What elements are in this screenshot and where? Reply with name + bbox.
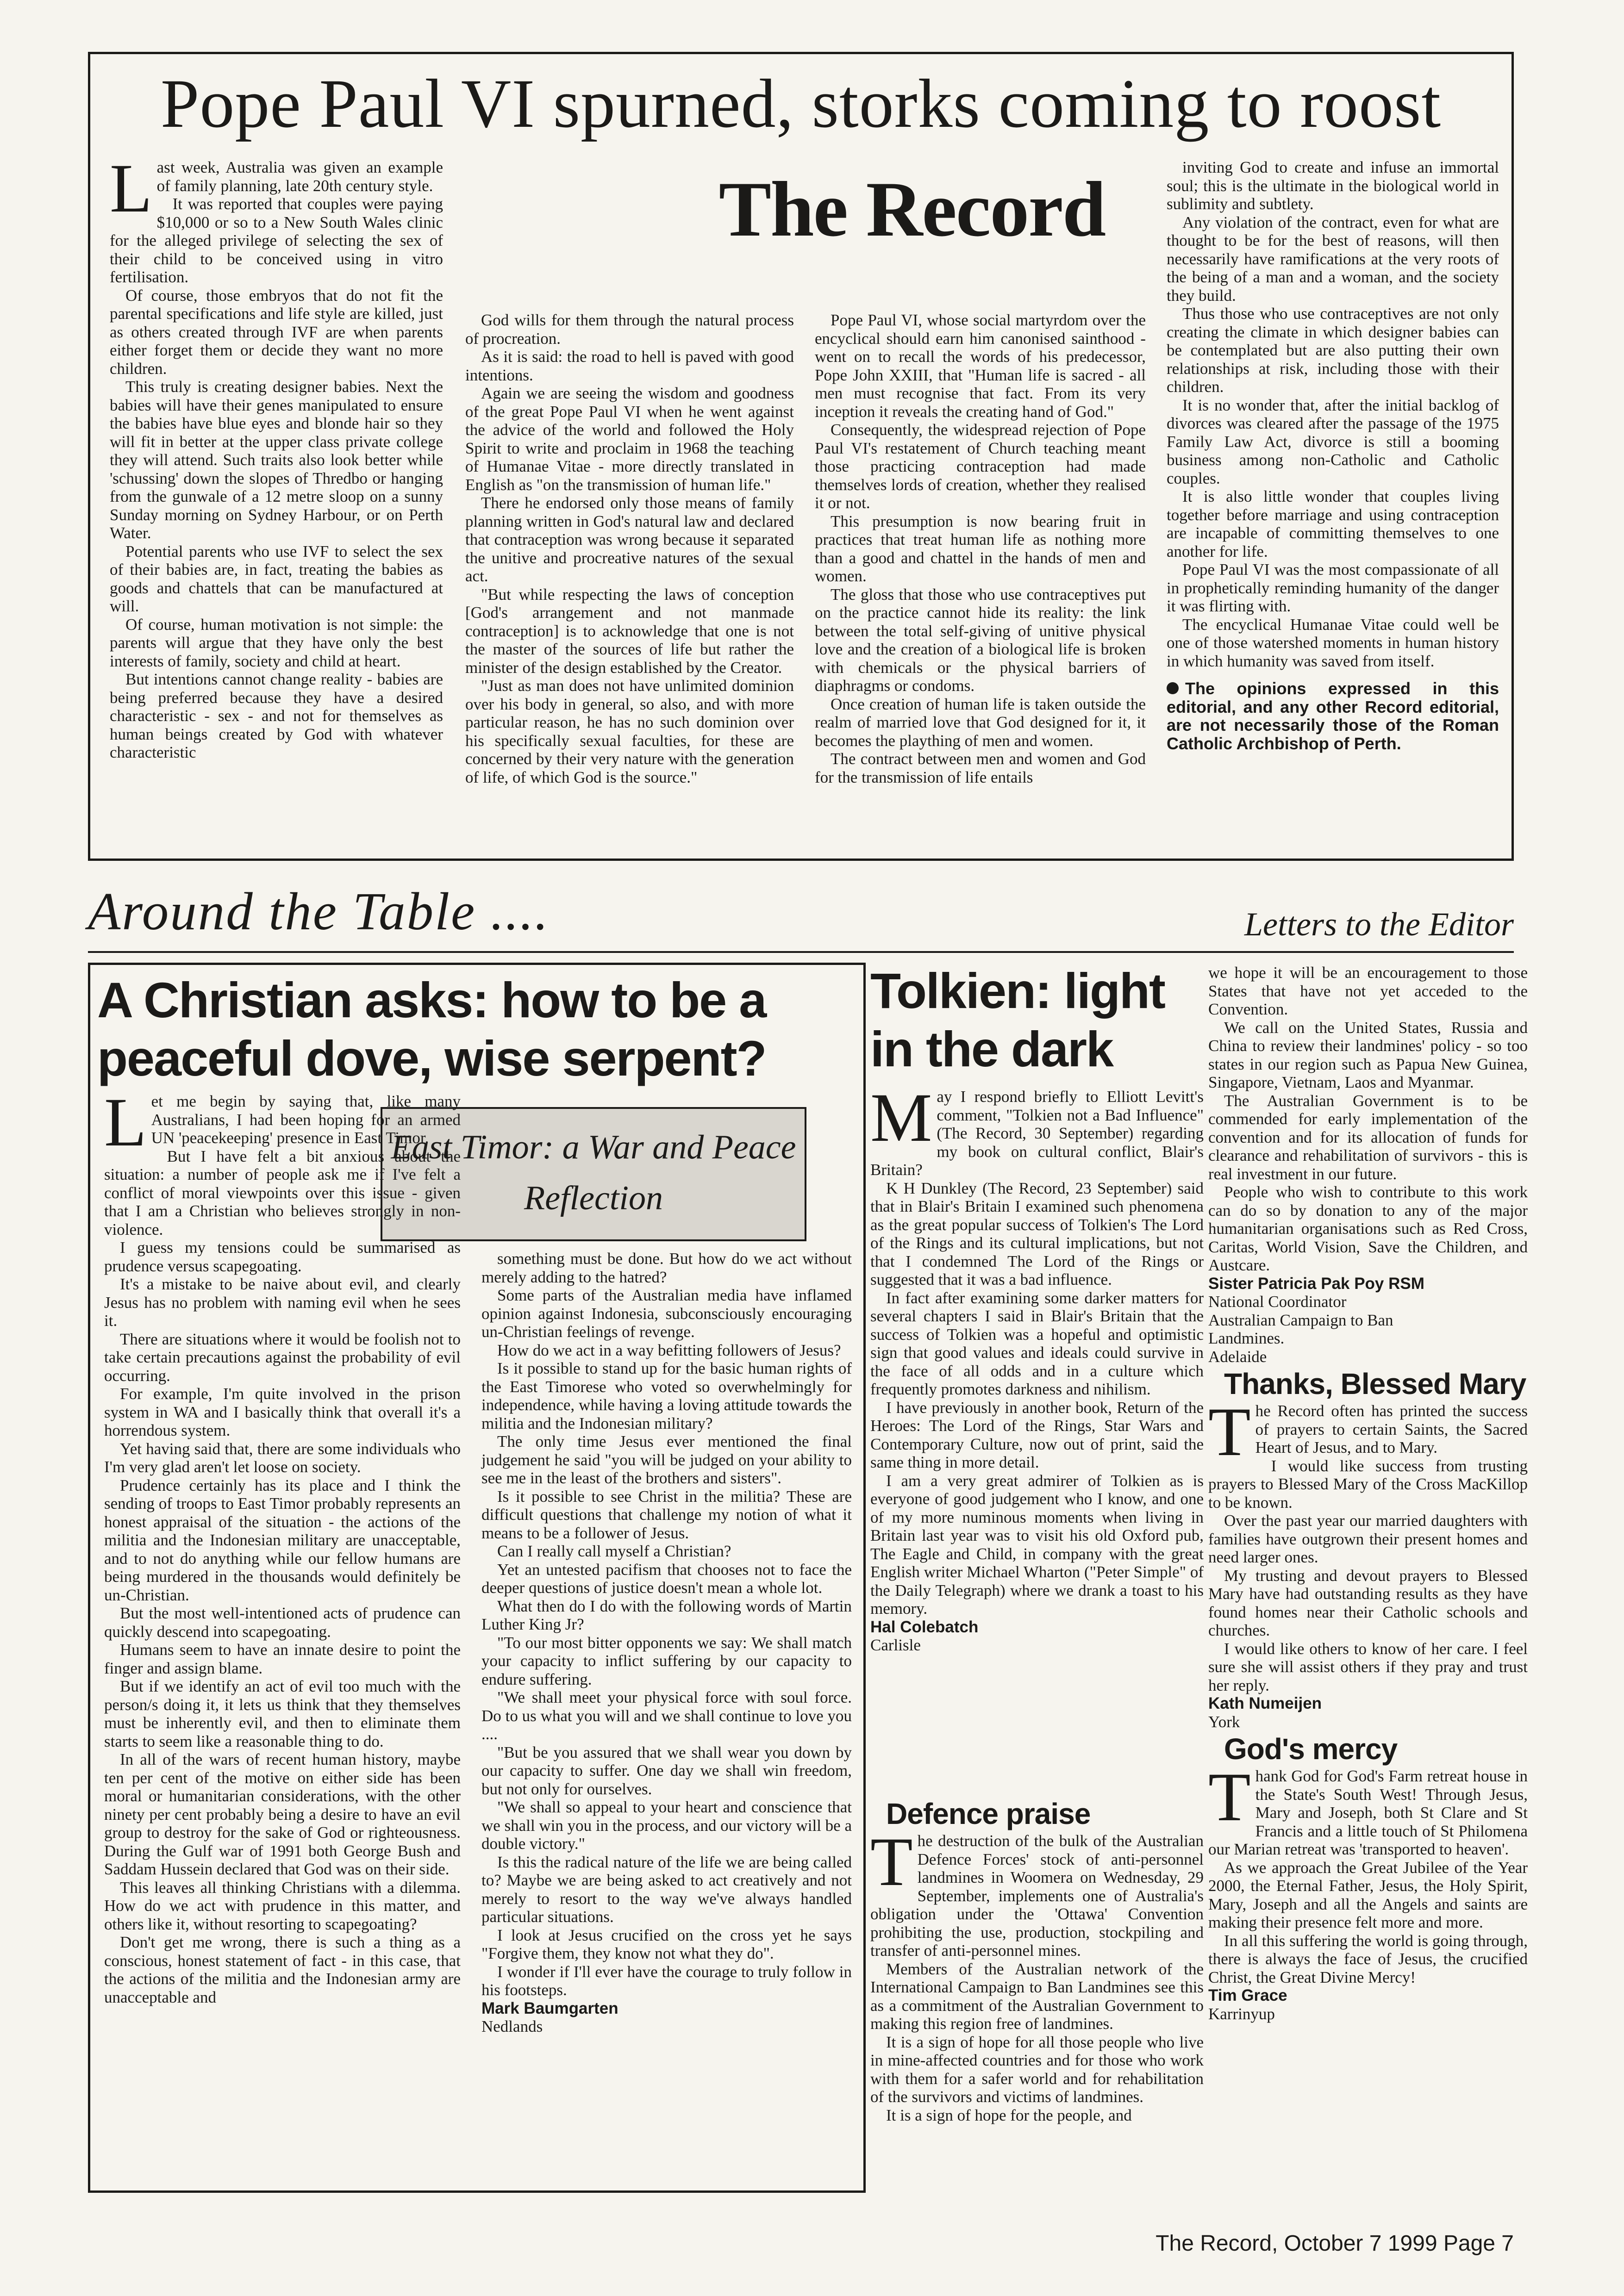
signature-line: Landmines. bbox=[1208, 1329, 1285, 1347]
drop-cap: T bbox=[1208, 1759, 1251, 1836]
paragraph: something must be done. But how do we act without merely adding to the hatred? bbox=[481, 1250, 852, 1286]
paragraph: I wonder if I'll ever have the courage to truly follow in his footsteps. bbox=[481, 1962, 852, 1999]
paragraph: The gloss that those who use contraceptives put on the practice cannot hide its reality: the link between the total self-giving of unitive physical love and the creation of a biological life is broken with chemicals or the physical barriers of diaphragms or condoms. bbox=[815, 585, 1146, 695]
paragraph: inviting God to create and infuse an immortal soul; this is the ultimate in the biological world in sublimity and subtlety. bbox=[1167, 158, 1499, 213]
paragraph: This truly is creating designer babies. Next the babies will have their genes manipulated to ensure the babies have blue eyes and blonde hair so they will fit in better at the upper class private college they will attend. Such traits also look better while 'schussing' down the slopes of Thredbo or hanging from the gunwale of a 12 metre sloop on a sunny Sunday morning on Sydney Harbour, or on Perth Water. bbox=[110, 378, 443, 542]
paragraph: In all of the wars of recent human history, maybe ten per cent of the motive on either side has been moral or humanitarian considerations, with the other ninety per cent probably being a desire to have an evil group to destroy for the sake of God or righteousness. During the Gulf war of 1991 both George Bush and Saddam Hussein declared that God was on their side. bbox=[104, 1750, 461, 1878]
letter2-title: Tolkien: light in the dark bbox=[870, 963, 1165, 1077]
paragraph: It was reported that couples were paying $10,000 or so to a New South Wales clinic for the alleged privilege of selecting the sex of their child to be conceived using in vitro fertilisation. bbox=[110, 195, 443, 286]
drop-cap: T bbox=[1208, 1394, 1251, 1470]
paragraph: May I respond briefly to Elliott Levitt's comment, "Tolkien not a Bad Influence" (The Record, 30 September) regarding my book on cultural conflict, Blair's Britain? bbox=[870, 1079, 1204, 1179]
signature-name: Mark Baumgarten bbox=[481, 1999, 618, 2017]
paragraph: K H Dunkley (The Record, 23 September) said that in Blair's Britain I examined such phenomena as the great popular success of Tolkien's The Lord of the Rings and its cultural implications, but not that I condemned The Lord of the Rings or suggested that it was a bad influence. bbox=[870, 1179, 1204, 1288]
paragraph: In fact after examining some darker matters for several chapters I said in Blair's Britain that the success of Tolkien was a hopeful and optimistic sign that good values and ideals could survive in the face of all odds and in a culture which frequently promotes darkness and nihilism. bbox=[870, 1288, 1204, 1398]
paragraph: I would like success from trusting prayers to Blessed Mary of the Cross MacKillop to be known. bbox=[1208, 1456, 1528, 1512]
paragraph: The destruction of the bulk of the Australian Defence Forces' stock of anti-personnel landmines in Woomera on Wednesday, 29 September, implements one of Australia's obligation under the 'Ottawa' Convention prohibiting the use, production, stockpiling and transfer of anti-personnel mines. bbox=[870, 1823, 1204, 1960]
paragraph: Humans seem to have an innate desire to point the finger and assign blame. bbox=[104, 1641, 461, 1677]
paragraph: Over the past year our married daughters with families have outgrown their present homes and need larger ones. bbox=[1208, 1512, 1528, 1566]
drop-cap: M bbox=[870, 1079, 932, 1156]
section-title: Around the Table .... bbox=[88, 882, 550, 941]
paragraph: Thus those who use contraceptives are not only creating the climate in which designer babies can be contemplated but are also putting their own relationships at risk, including those with their children. bbox=[1167, 305, 1499, 396]
paragraph: As we approach the Great Jubilee of the Year 2000, the Eternal Father, Jesus, the Holy Spirit, Mary, Joseph and all the Angels and saints are making their presence felt more and more. bbox=[1208, 1858, 1528, 1931]
paragraph: What then do I do with the following words of Martin Luther King Jr? bbox=[481, 1597, 852, 1633]
paragraph: Members of the Australian network of the International Campaign to Ban Landmines see this as a commitment of the Australian Government to making this region free of landmines. bbox=[870, 1960, 1204, 2033]
letter1-inset: East Timor: a War and Peace Reflection bbox=[381, 1107, 806, 1241]
paragraph: The Record often has printed the success of prayers to certain Saints, the Sacred Heart of Jesus, and to Mary. bbox=[1208, 1394, 1528, 1470]
letter5-title: God's mercy bbox=[1224, 1732, 1398, 1766]
page-footer: The Record, October 7 1999 Page 7 bbox=[1156, 2231, 1514, 2256]
paragraph: Again we are seeing the wisdom and goodness of the great Pope Paul VI when he went against the advice of the world and followed the Holy Spirit to write and proclaim in 1968 the teaching of Humanae Vitae - more directly translated in English as "on the transmission of human life." bbox=[465, 384, 794, 494]
editorial-column-4 bbox=[1167, 158, 1499, 753]
section-rule bbox=[88, 951, 1514, 953]
paragraph: I guess my tensions could be summarised as prudence versus scapegoating. bbox=[104, 1238, 461, 1275]
paragraph: I have previously in another book, Return of the Heroes: The Lord of the Rings, Star Wars and Contemporary Culture, now out of print, said the same thing in more detail. bbox=[870, 1398, 1204, 1471]
paragraph: we hope it will be an encouragement to those States that have not yet acceded to the Convention. bbox=[1208, 964, 1528, 1018]
paragraph: Is it possible to see Christ in the militia? These are difficult questions that challenge my notion of what it means to be a follower of Jesus. bbox=[481, 1487, 852, 1542]
paragraph: There he endorsed only those means of family planning written in God's natural law and declared that contraception was wrong because it separated the unitive and procreative natures of the sexual act. bbox=[465, 494, 794, 585]
paragraph: The only time Jesus ever mentioned the final judgement he said "you will be judged on your ability to see me in the least of the brothers and sisters". bbox=[481, 1432, 852, 1487]
drop-cap: T bbox=[870, 1823, 913, 1900]
paragraph: Yet an untested pacifism that chooses not to face the deeper questions of justice doesn't mean a whole lot. bbox=[481, 1560, 852, 1597]
paragraph: Once creation of human life is taken outside the realm of married love that God designed for it, it becomes the plaything of men and women. bbox=[815, 695, 1146, 750]
paragraph: Can I really call myself a Christian? bbox=[497, 1542, 731, 1560]
signature-name: Hal Colebatch bbox=[870, 1618, 979, 1636]
signature-line: Australian Campaign to Ban bbox=[1208, 1311, 1393, 1329]
signature-line: Adelaide bbox=[1208, 1347, 1267, 1366]
paragraph: But if we identify an act of evil too much with the person/s doing it, it lets us think that they themselves must be inherently evil, and then to eliminate them starts to seem like a reasonable thing to do. bbox=[104, 1677, 461, 1750]
paragraph: The Australian Government is to be commended for early implementation of the convention and for its allocation of funds for clearance and rehabilitation of survivors - this is real investment in our future. bbox=[1208, 1091, 1528, 1183]
disclaimer-text: The opinions expressed in this editorial, and any other Record editorial, are not necessarily those of the Roman Catholic Archbishop of Perth. bbox=[1167, 679, 1499, 753]
signature-name: Tim Grace bbox=[1208, 1986, 1287, 2004]
letter1-column-1 bbox=[104, 1084, 461, 2006]
signature-place: York bbox=[1208, 1712, 1240, 1731]
signature-line: National Coordinator bbox=[1208, 1293, 1347, 1311]
paragraph: Pope Paul VI was the most compassionate of all in prophetically reminding humanity of the danger it was flirting with. bbox=[1167, 560, 1499, 615]
paragraph: Prudence certainly has its place and I think the sending of troops to East Timor probably represents an honest appraisal of the situation - the actions of the militia and the Indonesian military are unacceptable, and to not do anything while our fellow humans are being murdered in the thousands would definitely be un-Christian. bbox=[104, 1476, 461, 1604]
paragraph: In all this suffering the world is going through, there is always the face of Jesus, the crucified Christ, the Great Divine Mercy! bbox=[1208, 1931, 1528, 1986]
paragraph: "To our most bitter opponents we say: We shall match your capacity to inflict suffering by our capacity to endure suffering. bbox=[481, 1633, 852, 1688]
paragraph: My trusting and devout prayers to Blessed Mary have had outstanding results as they have found homes near their Catholic schools and churches. bbox=[1208, 1566, 1528, 1639]
paragraph: But intentions cannot change reality - babies are being preferred because they have a desired characteristic - sex - and not for themselves as human beings created by God with whatever characteristic bbox=[110, 670, 443, 761]
paragraph: For example, I'm quite involved in the prison system in WA and I basically think that overall it's a horrendous system. bbox=[104, 1385, 461, 1439]
paragraph: I look at Jesus crucified on the cross yet he says "Forgive them, they know not what they do". bbox=[481, 1926, 852, 1962]
bullet-icon bbox=[1167, 682, 1179, 694]
signature-name: Kath Numeijen bbox=[1208, 1694, 1322, 1712]
paragraph: Pope Paul VI, whose social martyrdom over the encyclical should earn him canonised sainthood - went on to recall the words of his predecessor, Pope John XXIII, that "Human life is sacred - all men must recognise that fact. From its very inception it reveals the creating hand of God." bbox=[815, 311, 1146, 421]
paragraph: It is no wonder that, after the initial backlog of divorces was cleared after the passage of the 1975 Family Law Act, divorce is still a booming business among non-Catholic and Catholic couples. bbox=[1167, 396, 1499, 487]
paragraph: As it is said: the road to hell is paved with good intentions. bbox=[465, 348, 794, 384]
paragraph: This leaves all thinking Christians with a dilemma. How do we act with prudence in this matter, and others like it, without resorting to scapegoating? bbox=[104, 1878, 461, 1933]
paragraph: "We shall meet your physical force with soul force. Do to us what you will and we shall continue to love you .... bbox=[481, 1688, 852, 1743]
paragraph: But I have felt a bit anxious about the situation: a number of people ask me if I've felt a conflict of moral viewpoints over this issue - given that I am a Christian who believes strongly in non-violence. bbox=[104, 1147, 461, 1238]
signature-place: Nedlands bbox=[481, 2017, 543, 2035]
paragraph: "Just as man does not have unlimited dominion over his body in general, so also, and with more particular reason, he has no such dominion over his specifically sexual faculties, for these are concerned by their very nature with the generation of life, of which God is the source." bbox=[465, 677, 794, 786]
signature-name: Sister Patricia Pak Poy RSM bbox=[1208, 1274, 1424, 1293]
paragraph: But the most well-intentioned acts of prudence can quickly descend into scapegoating. bbox=[104, 1604, 461, 1641]
letter1-column-2 bbox=[481, 1250, 852, 2036]
editorial-box bbox=[88, 52, 1514, 861]
drop-cap: L bbox=[110, 150, 152, 227]
paragraph: Some parts of the Australian media have inflamed opinion against Indonesia, subconsciously encouraging un-Christian feelings of revenge. bbox=[481, 1286, 852, 1341]
paragraph: We call on the United States, Russia and China to review their landmines' policy - so too states in our region such as Papua New Guinea, Singapore, Vietnam, Laos and Myanmar. bbox=[1208, 1018, 1528, 1091]
paragraph: "But while respecting the laws of conception [God's arrangement and not manmade contraception] is to acknowledge that one is not the master of the sources of life but rather the minister of the design established by the Creator. bbox=[465, 585, 794, 677]
letter3-title: Defence praise bbox=[886, 1797, 1091, 1830]
paragraph: The contract between men and women and God for the transmission of life entails bbox=[815, 750, 1146, 786]
letter2-column bbox=[870, 1079, 1204, 1655]
signature-place: Carlisle bbox=[870, 1636, 921, 1654]
paragraph: Don't get me wrong, there is such a thing as a conscious, honest statement of fact - in this case, that the actions of the militia and the Indonesian army are unacceptable and bbox=[104, 1933, 461, 2006]
letter4-title: Thanks, Blessed Mary bbox=[1224, 1367, 1526, 1400]
editorial-headline: Pope Paul VI spurned, storks coming to roost bbox=[160, 65, 1442, 142]
record-logo: The Record bbox=[718, 166, 1106, 253]
editorial-column-2 bbox=[465, 311, 794, 786]
paragraph: Is this the radical nature of the life we are being called to? Maybe we are being asked to act creatively and not merely to resort to the way we've always handled particular situations. bbox=[481, 1853, 852, 1926]
paragraph: Thank God for God's Farm retreat house in the State's South West! Through Jesus, Mary and Joseph, both St Clare and St Francis and a little touch of St Philomena our Marian retreat was 'transported to heaven'. bbox=[1208, 1759, 1528, 1858]
paragraph: Yet having said that, there are some individuals who I'm very glad aren't let loose on society. bbox=[104, 1439, 461, 1476]
paragraph: Consequently, the widespread rejection of Pope Paul VI's restatement of Church teaching meant those practicing contraception had made themselves lords of creation, whether they realised it or not. bbox=[815, 421, 1146, 512]
paragraph: Is it possible to stand up for the basic human rights of the East Timorese who voted so overwhelmingly for independence, while having a loving attitude towards the militia and the Indonesian military? bbox=[481, 1359, 852, 1432]
letter1-title: A Christian asks: how to be a peaceful dove, wise serpent? bbox=[97, 972, 766, 1086]
paragraph: I would like others to know of her care. I feel sure she will assist others if they pray and trust her reply. bbox=[1208, 1639, 1528, 1694]
paragraph: It is also little wonder that couples living together before marriage and using contraception are incapable of committing themselves to one another for life. bbox=[1167, 487, 1499, 560]
signature-place: Karrinyup bbox=[1208, 2004, 1275, 2023]
paragraph: People who wish to contribute to this work can do so by donation to any of the major humanitarian organisations such as Red Cross, Caritas, World Vision, Save the Children, and Austcare. bbox=[1208, 1183, 1528, 1274]
paragraph: Of course, those embryos that do not fit the parental specifications and life style are killed, just as others created through IVF are when parents either forget them or decide they want no more children. bbox=[110, 286, 443, 378]
paragraph: There are situations where it would be foolish not to take certain precautions against the probability of evil occurring. bbox=[104, 1330, 461, 1385]
paragraph: Let me begin by saying that, like many Australians, I had been hoping for an armed UN 'peacekeeping' presence in East Timor. bbox=[104, 1084, 461, 1161]
paragraph: It's a mistake to be naive about evil, and clearly Jesus has no problem with naming evil when he sees it. bbox=[104, 1275, 461, 1330]
paragraph: The encyclical Humanae Vitae could well be one of those watershed moments in human history in which humanity was saved from itself. bbox=[1167, 615, 1499, 670]
editorial-column-1 bbox=[110, 150, 443, 762]
drop-cap: L bbox=[104, 1084, 147, 1161]
section-subtitle: Letters to the Editor bbox=[1244, 906, 1514, 943]
paragraph: It is a sign of hope for all those people who live in mine-affected countries and for those who work with them for a safer world and for rehabilitation of the survivors and victims of landmines. bbox=[870, 2033, 1204, 2106]
paragraph: "But be you assured that we shall wear you down by our capacity to suffer. One day we shall win freedom, but not only for ourselves. bbox=[481, 1743, 852, 1798]
paragraph: Potential parents who use IVF to select the sex of their babies are, in fact, treating the babies as goods and chattels that can be manufactured at will. bbox=[110, 542, 443, 615]
paragraph: Of course, human motivation is not simple: the parents will argue that they have only the best interests of family, society and child at heart. bbox=[110, 615, 443, 670]
paragraph: God wills for them through the natural process of procreation. bbox=[465, 311, 794, 348]
paragraph: This presumption is now bearing fruit in practices that treat human life as nothing more than a good and chattel in the hands of men and women. bbox=[815, 512, 1146, 585]
letter3-column bbox=[870, 1796, 1204, 2124]
paragraph: How do we act in a way befitting followers of Jesus? bbox=[497, 1341, 841, 1359]
paragraph: It is a sign of hope for the people, and bbox=[886, 2106, 1132, 2124]
editorial-disclaimer bbox=[1167, 679, 1499, 753]
paragraph: "We shall so appeal to your heart and conscience that we shall win you in the process, and our victory will be a double victory." bbox=[481, 1798, 852, 1853]
editorial-column-3 bbox=[815, 311, 1146, 786]
paragraph: I am a very great admirer of Tolkien as is everyone of good judgement who I know, and one of my more numinous moments when living in Britain last year was to visit his old Oxford pub, The Eagle and Child, in company with the great English writer Michael Wharton ("Peter Simple" of the Daily Telegraph) where we drank a toast to his memory. bbox=[870, 1471, 1204, 1618]
paragraph: Any violation of the contract, even for what are thought to be for the best of reasons, will then necessarily have ramifications at the very roots of the being of a man and a woman, and the society they build. bbox=[1167, 213, 1499, 305]
paragraph: Last week, Australia was given an example of family planning, late 20th century style. bbox=[110, 150, 443, 227]
right-column bbox=[1208, 964, 1528, 2023]
